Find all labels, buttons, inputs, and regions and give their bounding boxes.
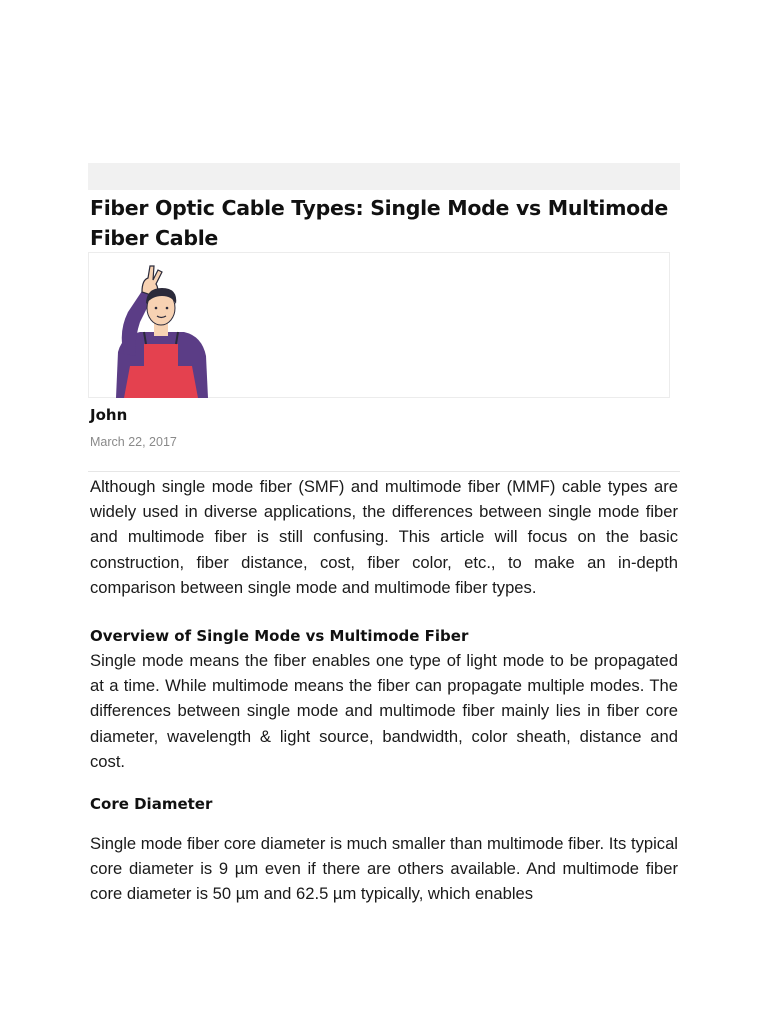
apron-shape [124, 366, 198, 398]
divider [88, 471, 680, 472]
section-body-core-diameter: Single mode fiber core diameter is much smaller than multimode fiber. Its typical core diameter is 9 µm even if there are others available. And multimode fiber core diameter is 50 µm and 62.5 µm typically, which enables [90, 834, 678, 904]
author-avatar [88, 252, 232, 398]
author-name[interactable]: John [90, 406, 128, 424]
section-heading-core-diameter: Core Diameter [90, 795, 213, 813]
intro-paragraph: Although single mode fiber (SMF) and multimode fiber (MMF) cable types are widely used in diverse applications, the differences between single mode fiber and multimode fiber is still confusing. This article will focus on the basic construction, fiber distance, cost, fiber color, etc., to make an in-depth comparison between single mode and multimode fiber types. [90, 477, 678, 597]
publish-date: March 22, 2017 [90, 435, 177, 449]
article-title: Fiber Optic Cable Types: Single Mode vs Multimode Fiber Cable [90, 196, 668, 250]
header-bar [88, 163, 680, 190]
section-heading-overview: Overview of Single Mode vs Multimode Fiber [90, 627, 469, 645]
section-body-overview: Single mode means the fiber enables one type of light mode to be propagated at a time. While multimode means the fiber can propagate multiple modes. The differences between single mode and multimode fiber mainly lies in fiber core diameter, wavelength & light source, bandwidth, color sheath, distance and cost. [90, 651, 678, 771]
